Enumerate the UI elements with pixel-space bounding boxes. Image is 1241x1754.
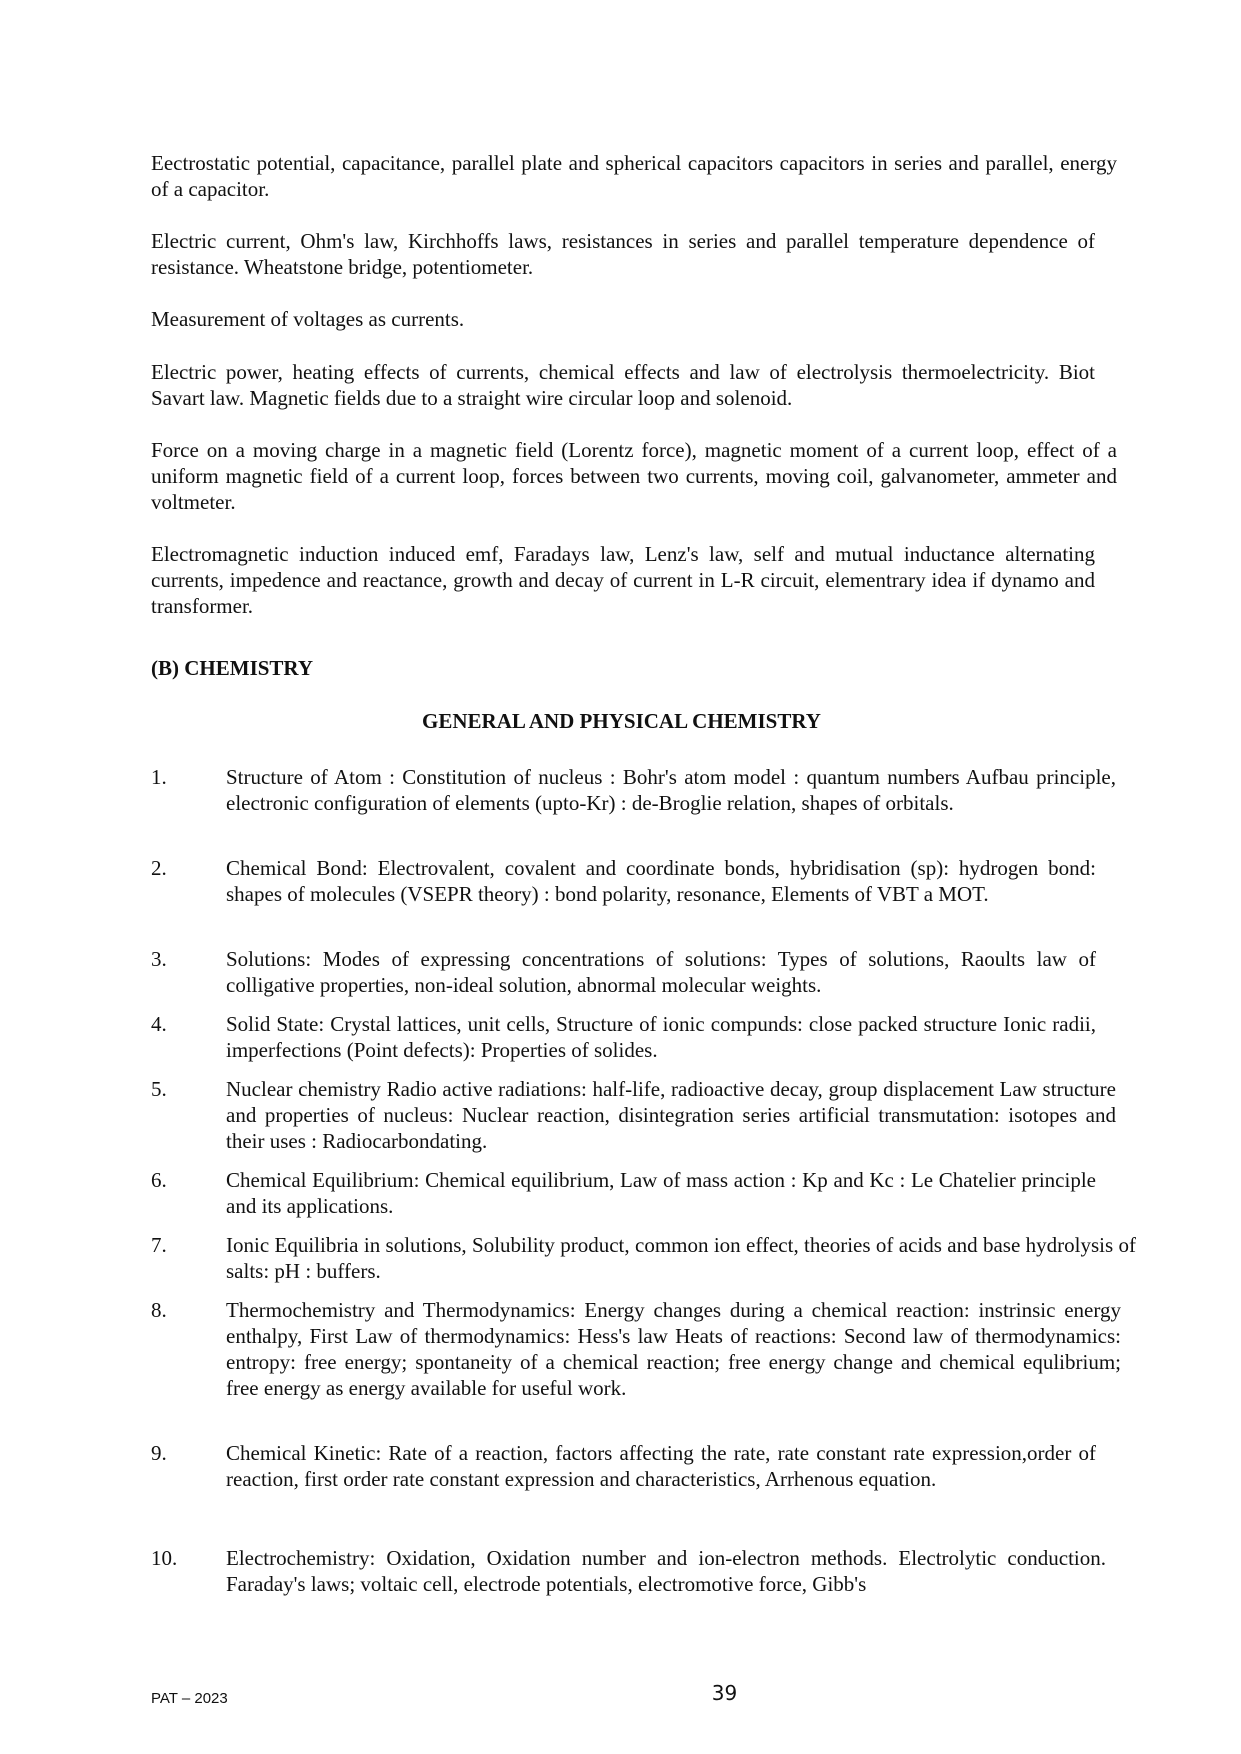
- paragraph-lorentz-force: Force on a moving charge in a magnetic field (Lorentz force), magnetic moment of a current loop, effect of a uniform magnetic field of a current loop, forces between two currents, moving coil, galvanometer, ammeter and voltmeter.: [151, 438, 1117, 514]
- list-item-number: 7.: [151, 1233, 167, 1257]
- list-item-text: Chemical Bond: Electrovalent, covalent and coordinate bonds, hybridisation (sp): hydrogen bond: shapes of molecules (VSEPR theory) : bond polarity, resonance, Elements of VBT a MOT.: [226, 856, 1096, 906]
- list-item-text: Thermochemistry and Thermodynamics: Energy changes during a chemical reaction: instrinsic energy enthalpy, First Law of thermodynamics: Hess's law Heats of reactions: Second law of thermodynamics: entropy: free energy; spontaneity of a chemical reaction; free energy change and chemical equlibrium; free energy as energy available for useful work.: [226, 1298, 1121, 1400]
- page-number: 39: [711, 1681, 738, 1705]
- list-item-number: 6.: [151, 1168, 167, 1192]
- list-item-number: 10.: [151, 1546, 178, 1570]
- list-item-number: 2.: [151, 856, 167, 880]
- paragraph-capacitance: Eectrostatic potential, capacitance, parallel plate and spherical capacitors capacitors in series and parallel, energy of a capacitor.: [151, 151, 1117, 201]
- list-item-number: 5.: [151, 1077, 167, 1101]
- list-item-text: Solid State: Crystal lattices, unit cells, Structure of ionic compunds: close packed structure Ionic radii, imperfections (Point defects): Properties of solides.: [226, 1012, 1096, 1062]
- sub-heading-general-physical-chemistry: GENERAL AND PHYSICAL CHEMISTRY: [422, 709, 821, 733]
- list-item-number: 3.: [151, 947, 167, 971]
- list-item-text: Chemical Equilibrium: Chemical equilibrium, Law of mass action : Kp and Kc : Le Chatelier principle and its applications.: [226, 1168, 1096, 1218]
- list-item-text: Chemical Kinetic: Rate of a reaction, factors affecting the rate, rate constant rate expression,order of reaction, first order rate constant expression and characteristics, Arrhenous equation.: [226, 1441, 1096, 1491]
- list-item-number: 1.: [151, 765, 167, 789]
- paragraph-electric-current: Electric current, Ohm's law, Kirchhoffs laws, resistances in series and parallel temperature dependence of resistance. Wheatstone bridge, potentiometer.: [151, 229, 1095, 279]
- list-item-text: Electrochemistry: Oxidation, Oxidation number and ion-electron methods. Electrolytic conduction. Faraday's laws; voltaic cell, electrode potentials, electromotive force, Gibb's: [226, 1546, 1106, 1596]
- paragraph-electric-power: Electric power, heating effects of currents, chemical effects and law of electrolysis thermoelectricity. Biot Savart law. Magnetic fields due to a straight wire circular loop and solenoid.: [151, 360, 1095, 410]
- paragraph-measurement: Measurement of voltages as currents.: [151, 307, 465, 331]
- list-item-number: 9.: [151, 1441, 167, 1465]
- footer-label: PAT – 2023: [151, 1690, 228, 1707]
- list-item-text: Nuclear chemistry Radio active radiations: half-life, radioactive decay, group displacement Law structure and properties of nucleus: Nuclear reaction, disintegration series artificial transmutation: isotopes and their uses : Radiocarbondating.: [226, 1077, 1116, 1153]
- section-heading-chemistry: (B) CHEMISTRY: [151, 656, 314, 680]
- list-item-text: Solutions: Modes of expressing concentrations of solutions: Types of solutions, Raoults law of colligative properties, non-ideal solution, abnormal molecular weights.: [226, 947, 1096, 997]
- list-item-number: 8.: [151, 1298, 167, 1322]
- paragraph-electromagnetic-induction: Electromagnetic induction induced emf, Faradays law, Lenz's law, self and mutual inductance alternating currents, impedence and reactance, growth and decay of current in L-R circuit, elementrary idea if dynamo and transformer.: [151, 542, 1095, 618]
- list-item-number: 4.: [151, 1012, 167, 1036]
- list-item-text: Ionic Equilibria in solutions, Solubility product, common ion effect, theories of acids and base hydrolysis of salts: pH : buffers.: [226, 1233, 1136, 1283]
- list-item-text: Structure of Atom : Constitution of nucleus : Bohr's atom model : quantum numbers Aufbau principle, electronic configuration of elements (upto-Kr) : de-Broglie relation, shapes of orbitals.: [226, 765, 1116, 815]
